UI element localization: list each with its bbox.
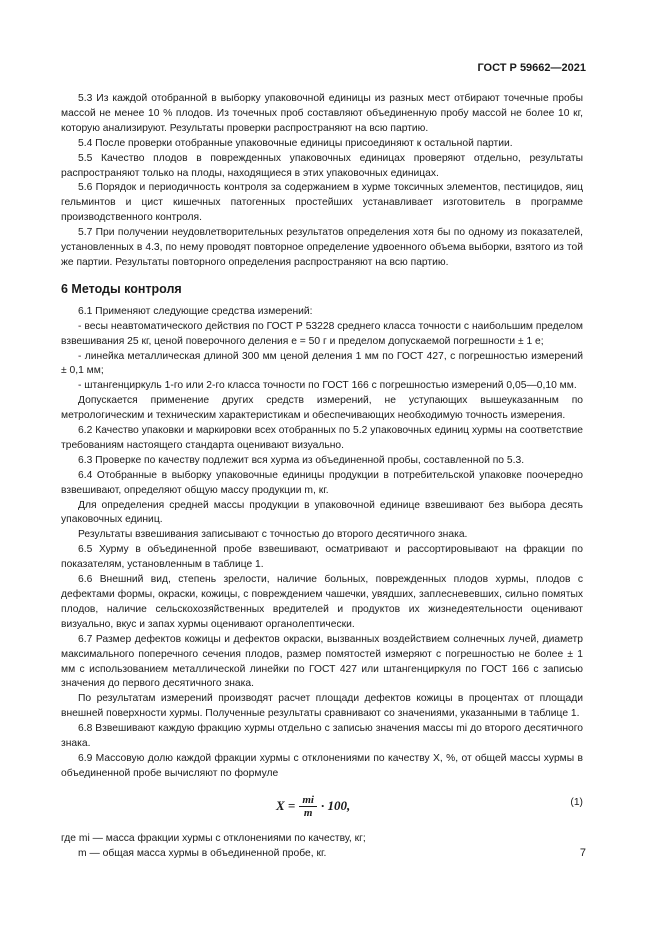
paragraph: По результатам измерений производят расчет площади дефектов кожицы в процентах от площади внешней поверхности хурмы. Полученные результаты сравнивают со значениями, указанными в таблице 1. xyxy=(61,693,583,720)
formula-numerator: mi xyxy=(299,794,317,807)
page-number: 7 xyxy=(579,847,586,859)
where-line-2: m — общая масса хурмы в объединенной пробе, кг. xyxy=(78,847,327,859)
list-item: - штангенциркуль 1-го или 2-го класса точности по ГОСТ 166 с погрешностью измерений 0,05—0,10 мм. xyxy=(78,380,577,392)
paragraph: 5.6 Порядок и периодичность контроля за содержанием в хурме токсичных элементов, пестицидов, яиц гельминтов и цист кишечных патогенных простейших устанавливает изготовитель в программе производственного контроля. xyxy=(61,182,583,224)
paragraph: Допускается применение других средств измерений, не уступающих вышеуказанным по метрологическим и техническим характеристикам и обеспечивающих необходимую точность измерения. xyxy=(61,395,583,422)
formula-lhs: X = xyxy=(276,797,296,813)
formula-rhs: · 100, xyxy=(320,797,351,813)
paragraph: 5.5 Качество плодов в поврежденных упаковочных единицах проверяют отдельно, результаты распространяют только на плоды, находящиеся в этих упаковочных единицах. xyxy=(61,152,583,179)
paragraph: 5.3 Из каждой отобранной в выборку упаковочной единицы из разных мест отбирают точечные пробы массой не менее 10 % плодов. Из точечных проб составляют объединенную пробу массой не более 10 кг, которую анализируют. Результаты проверки распространяют на всю партию. xyxy=(61,93,583,134)
paragraph: 6.8 Взвешивают каждую фракцию хурмы отдельно с записью значения массы mi до второго десятичного знака. xyxy=(61,723,583,750)
paragraph: 6.6 Внешний вид, степень зрелости, наличие больных, поврежденных плодов хурмы, плодов с дефектами формы, окраски, кожицы, с повреждением чашечки, увядших, заплесневевших, сильно помятых плодов, наличие сельскохозяйственных вредителей и продуктов их жизнедеятельности оценивают визуально, вкус и запах хурмы оценивают органолептически. xyxy=(61,574,583,630)
paragraph: Для определения средней массы продукции в упаковочной единице взвешивают без выбора десять упаковочных единиц. xyxy=(61,499,583,526)
section-heading: 6 Методы контроля xyxy=(61,281,182,296)
paragraph: 6.4 Отобранные в выборку упаковочные единицы продукции в потребительской упаковке поочередно взвешивают, определяют общую массу продукции m, кг. xyxy=(61,469,583,496)
formula-fraction xyxy=(299,794,317,819)
formula-expression xyxy=(276,794,350,819)
list-item: - линейка металлическая длиной 300 мм ценой деления 1 мм по ГОСТ 427, с погрешностью измерений ± 0,1 мм; xyxy=(61,350,583,377)
list-item: - весы неавтоматического действия по ГОСТ Р 53228 среднего класса точности с наибольшим пределом взвешивания 25 кг, ценой поверочного деления е = 50 г и пределом допускаемой погрешности ± 1 е; xyxy=(61,320,583,347)
where-line-1: где mi — масса фракции хурмы с отклонениями по качеству, кг; xyxy=(61,832,366,844)
paragraph: 5.7 При получении неудовлетворительных результатов определения хотя бы по одному из показателей, установленных в 4.3, по нему проводят повторное определение удвоенного объема выборки, взятого из той же партии. Результаты повторного определения распространяют на всю партию. xyxy=(61,227,583,268)
equation-number: (1) xyxy=(570,796,583,808)
paragraph: Результаты взвешивания записывают с точностью до второго десятичного знака. xyxy=(78,529,468,541)
paragraph: 5.4 После проверки отобранные упаковочные единицы присоединяют к остальной партии. xyxy=(78,137,513,149)
formula-denominator: m xyxy=(303,806,313,819)
document-body xyxy=(61,92,583,862)
paragraph: 6.7 Размер дефектов кожицы и дефектов окраски, вызванных воздействием солнечных лучей, диаметр максимального поперечного сечения плодов, размер помятостей измеряют с погрешностью не более ± 1 мм с использованием металлической линейки по ГОСТ 427 или штангенциркуля по ГОСТ 166 с записью значения до первого десятичного знака. xyxy=(61,633,583,690)
paragraph: 6.3 Проверке по качеству подлежит вся хурма из объединенной пробы, составленной по 5.3. xyxy=(78,454,525,466)
standard-header: ГОСТ Р 59662—2021 xyxy=(477,62,586,74)
formula xyxy=(61,786,583,826)
paragraph: 6.5 Хурму в объединенной пробе взвешивают, осматривают и рассортировывают на фракции по показателям, установленным в таблице 1. xyxy=(61,544,583,571)
paragraph: 6.2 Качество упаковки и маркировки всех отобранных по 5.2 упаковочных единиц хурмы на соответствие требованиям настоящего стандарта оценивают визуально. xyxy=(61,425,583,451)
paragraph: 6.9 Массовую долю каждой фракции хурмы с отклонениями по качеству X, %, от общей массы хурмы в объединенной пробе вычисляют по формуле xyxy=(61,752,583,779)
paragraph: 6.1 Применяют следующие средства измерений: xyxy=(78,305,313,317)
